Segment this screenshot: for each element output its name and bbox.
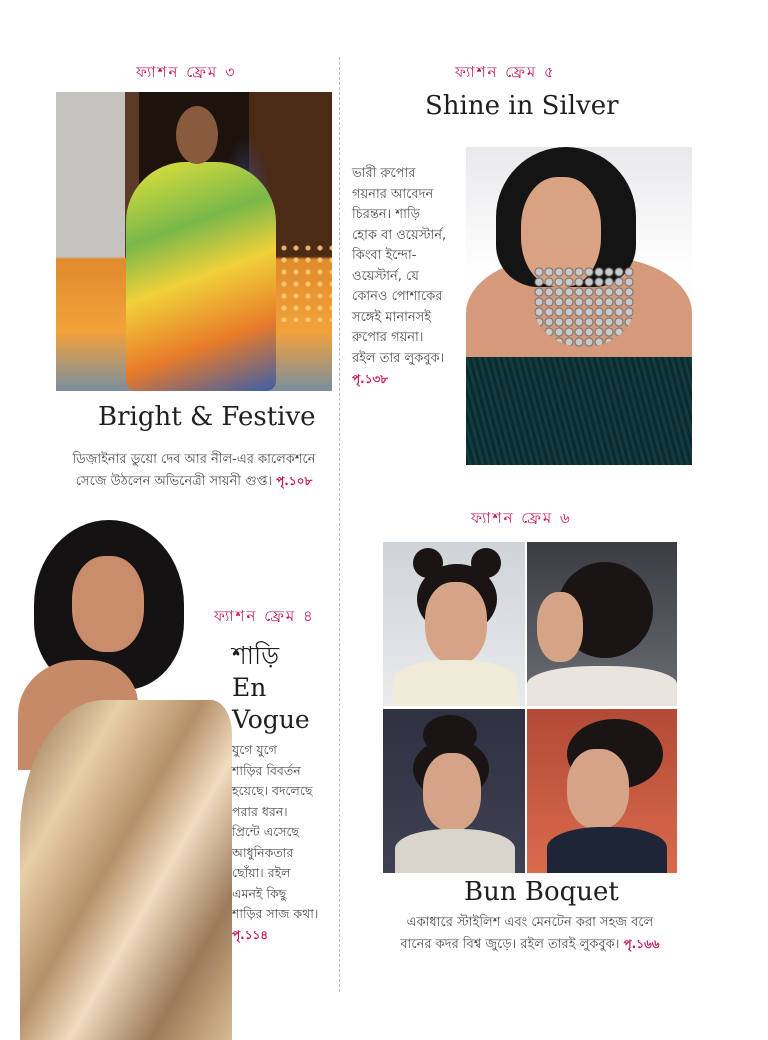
frame4-description — [232, 740, 336, 945]
frame4-desc-line: শাড়ির বিবর্তন — [232, 762, 301, 778]
fur-wrap — [466, 357, 692, 465]
frame4-title — [232, 640, 332, 736]
model-head — [176, 106, 218, 164]
frame6-desc-line1: একাধারে স্টাইলিশ এবং মেনটেন করা সহজ বলে — [406, 915, 654, 930]
frame5-desc-line: কোনও পোশাকের — [352, 289, 443, 304]
frame4-desc-line: যুগে যুগে — [232, 742, 277, 757]
frame4-desc-line: প্রিন্টে এসেছে — [232, 824, 300, 839]
frame5-desc-line: সঙ্গেই মানানসই — [352, 309, 431, 325]
frame5-photo — [466, 147, 692, 465]
frame3-photo — [56, 92, 332, 391]
frame4-desc-line: হয়েছে। বদলেছে — [232, 783, 313, 798]
frame5-desc-line: চিরন্তন। শাড়ি — [352, 207, 420, 222]
model-top — [527, 666, 677, 706]
frame5-desc-line: রুপোর গয়না। — [352, 330, 424, 345]
frame6-desc-line2: বানের কদর বিশ্ব জুড়ে। রইল তারই লুকবুক। — [400, 936, 620, 952]
frame5-desc-line: গয়নার আবেদন — [352, 186, 434, 202]
model-top — [393, 660, 517, 706]
bun-photo-1 — [383, 542, 525, 706]
frame5-page-ref[interactable]: পৃ.১৩৮ — [352, 372, 389, 386]
frame4-title-line2: En — [232, 673, 267, 702]
frame5-title: Shine in Silver — [425, 91, 619, 121]
model-face — [72, 556, 144, 652]
model-face — [537, 592, 583, 662]
frame4-photo — [0, 520, 232, 1040]
frame4-desc-line: ছোঁয়া। রইল — [232, 865, 291, 880]
frame3-label: ফ্যাশন ফ্রেম ৩ — [136, 63, 237, 81]
frame6-desc-line2-wrap — [360, 934, 700, 956]
model-face — [425, 582, 487, 664]
frame4-desc-line: আধুনিকতার — [232, 844, 294, 860]
frame5-desc-line: রইল তার লুকবুক। — [352, 350, 445, 366]
frame3-desc-line2-wrap — [40, 471, 348, 493]
model-figure — [126, 162, 276, 391]
model-top — [395, 829, 515, 873]
silver-necklace — [534, 267, 634, 347]
frame4-label: ফ্যাশন ফ্রেম ৪ — [214, 607, 315, 625]
frame5-desc-line: কিংবা ইন্দো- — [352, 248, 417, 263]
frame5-label: ফ্যাশন ফ্রেম ৫ — [455, 63, 556, 81]
frame3-page-ref[interactable]: পৃ.১০৮ — [276, 473, 313, 488]
model-face — [567, 749, 629, 829]
frame5-desc-line: ভারী রুপোর — [352, 166, 416, 181]
frame6-page-ref[interactable]: পৃ.১৬৬ — [623, 936, 660, 951]
frame4-desc-line: শাড়ির সাজ কথা। — [232, 906, 319, 921]
frame3-desc-line2: সেজে উঠলেন অভিনেত্রী সায়নী গুপ্ত। — [75, 473, 273, 489]
frame5-description — [352, 164, 464, 390]
bun-photo-3 — [383, 709, 525, 873]
frame4-page-ref[interactable]: পৃ.১১৪ — [232, 927, 269, 942]
gold-saree — [20, 700, 232, 1040]
model-top — [547, 827, 667, 873]
frame4-title-line1: শাড়ি — [232, 641, 280, 670]
model-face — [423, 753, 481, 831]
frame6-description — [360, 913, 700, 955]
frame6-title: Bun Boquet — [464, 877, 619, 907]
bun-photo-4 — [527, 709, 677, 873]
frame6-label: ফ্যাশন ফ্রেম ৬ — [471, 509, 572, 527]
frame3-title: Bright & Festive — [98, 402, 316, 432]
bun-photo-2 — [527, 542, 677, 706]
frame4-desc-line: পরার ধরন। — [232, 803, 288, 819]
frame3-description — [40, 450, 348, 492]
frame5-desc-line: ওয়েস্টার্ন, যে — [352, 268, 419, 284]
frame3-desc-line1: ডিজ়াইনার ডুয়ো দেব আর নীল-এর কালেকশনে — [72, 452, 316, 467]
frame4-desc-line: এমনই কিছু — [232, 885, 287, 901]
frame5-desc-line: হোক বা ওয়েস্টার্ন, — [352, 227, 447, 243]
column-divider — [339, 57, 340, 992]
frame4-title-line3: Vogue — [232, 705, 310, 734]
